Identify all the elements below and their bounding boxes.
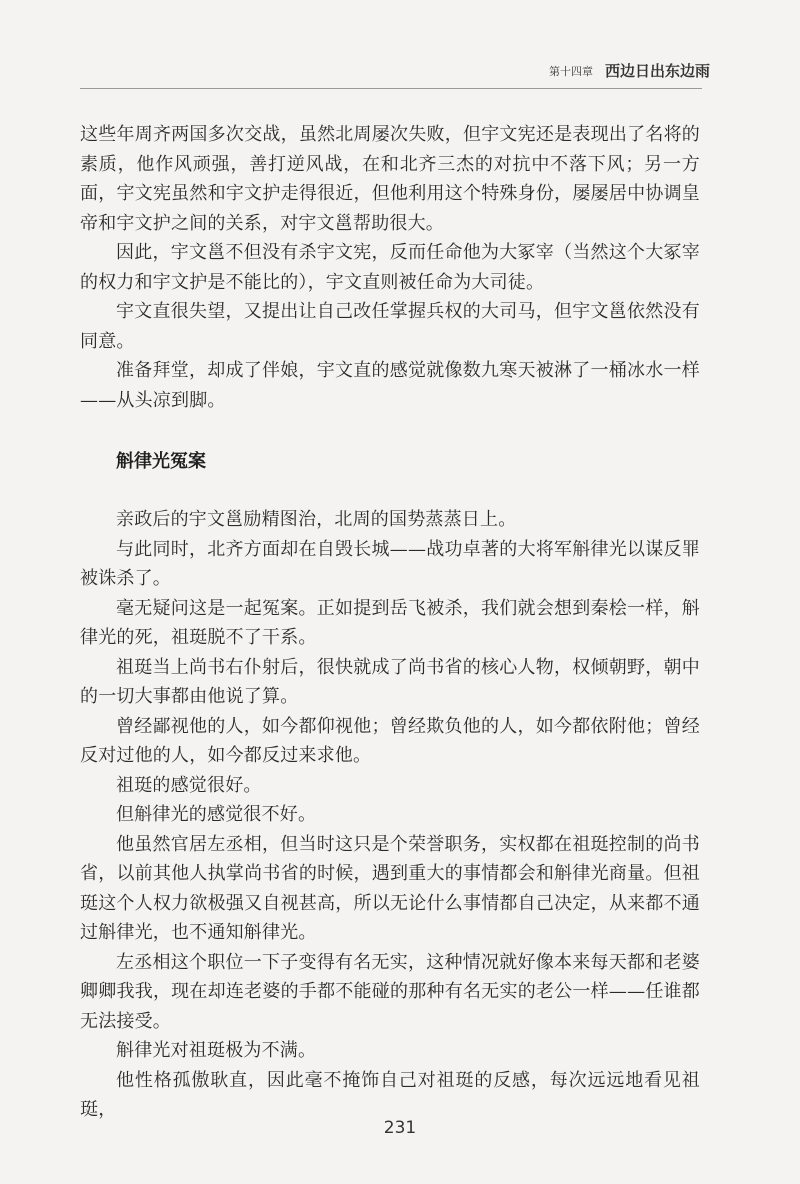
paragraph: 这些年周齐两国多次交战，虽然北周屡次失败，但宇文宪还是表现出了名将的素质，他作风顽强，善打逆风战，在和北齐三杰的对抗中不落下风；另一方面，宇文宪虽然和宇文护走得很近，但他利用这个特殊身份，屡屡居中协调皇帝和宇文护之间的关系，对宇文邕帮助很大。 (80, 124, 700, 234)
page-number: 231 (383, 1118, 417, 1138)
paragraph: 亲政后的宇文邕励精图治，北周的国势蒸蒸日上。 (116, 509, 517, 530)
section-heading: 斛律光冤案 (116, 451, 206, 472)
chapter-title: 西边日出东边雨 (604, 62, 710, 80)
paragraph: 曾经鄙视他的人，如今都仰视他；曾经欺负他的人，如今都依附他；曾经反对过他的人，如今都反过来求他。 (80, 715, 700, 766)
paragraph: 斛律光对祖珽极为不满。 (116, 1040, 317, 1061)
paragraph: 因此，宇文邕不但没有杀宇文宪，反而任命他为大冢宰（当然这个大冢宰的权力和宇文护是不能比的），宇文直则被任命为大司徒。 (80, 242, 700, 293)
paragraph: 但斛律光的感觉很不好。 (116, 804, 317, 825)
paragraph: 祖珽的感觉很好。 (116, 774, 262, 796)
running-header (549, 60, 710, 84)
paragraph: 准备拜堂，却成了伴娘，宇文直的感觉就像数九寒天被淋了一桶冰水一样——从头凉到脚。 (80, 360, 700, 411)
chapter-label: 第十四章 (548, 64, 593, 78)
paragraph: 祖珽当上尚书右仆射后，很快就成了尚书省的核心人物，权倾朝野，朝中的一切大事都由他说了算。 (80, 656, 700, 707)
paragraph: 宇文直很失望，又提出让自己改任掌握兵权的大司马，但宇文邕依然没有同意。 (80, 301, 700, 352)
paragraph: 毫无疑问这是一起冤案。正如提到岳飞被杀，我们就会想到秦桧一样，斛律光的死，祖珽脱不了干系。 (80, 597, 700, 648)
paragraph: 他性格孤傲耿直，因此毫不掩饰自己对祖珽的反感，每次远远地看见祖珽， (80, 1069, 700, 1120)
paragraph: 与此同时，北齐方面却在自毁长城——战功卓著的大将军斛律光以谋反罪被诛杀了。 (80, 538, 700, 589)
paragraph: 他虽然官居左丞相，但当时这只是个荣誉职务，实权都在祖珽控制的尚书省，以前其他人执掌尚书省的时候，遇到重大的事情都会和斛律光商量。但祖珽这个人权力欲极强又自视甚高，所以无论什么事情都自己决定，从来都不通过斛律光，也不通知斛律光。 (80, 833, 700, 943)
header-divider (80, 88, 702, 89)
body-text (80, 120, 700, 1125)
paragraph: 左丞相这个职位一下子变得有名无实，这种情况就好像本来每天都和老婆卿卿我我，现在却连老婆的手都不能碰的那种有名无实的老公一样——任谁都无法接受。 (80, 951, 700, 1032)
